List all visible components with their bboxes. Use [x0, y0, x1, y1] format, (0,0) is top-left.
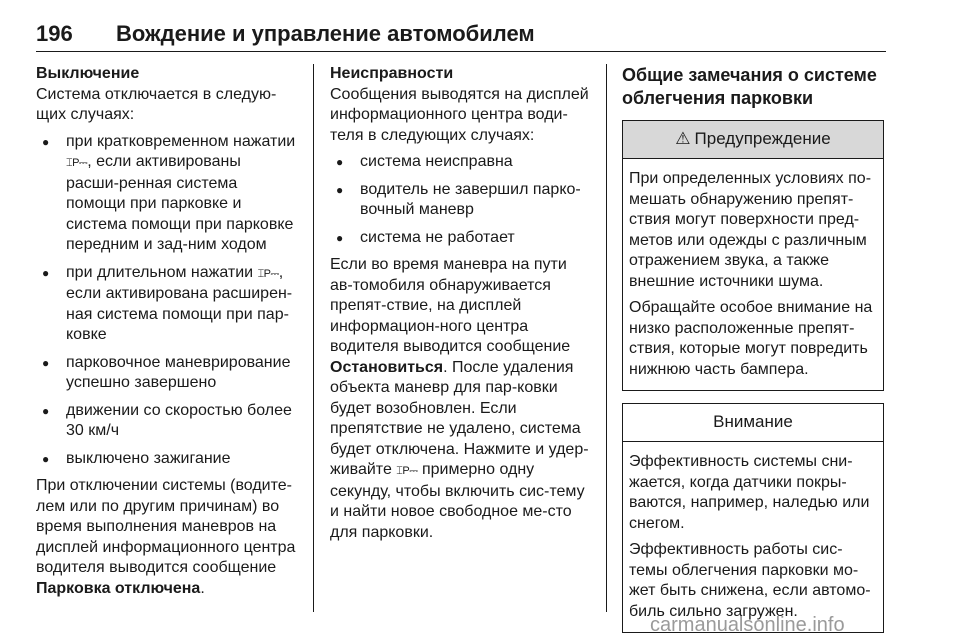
column-divider-2: [606, 64, 607, 612]
park-assist-icon: ⌶P⎓: [396, 465, 418, 477]
park-assist-icon: ⌶P⎓: [257, 267, 279, 280]
list-item: ● движении со скоростью более 30 км/ч: [36, 401, 298, 442]
section-heading-faults: Неисправности: [330, 65, 454, 82]
message-stop: Остановиться: [330, 358, 444, 376]
list-item: ● выключено зажигание: [36, 449, 298, 470]
message-parking-disabled: Парковка отключена: [36, 579, 201, 597]
column-general-notes: [622, 64, 884, 642]
shutdown-paragraph: При отключении системы (водите-лем или по другим причинам) во время выполнения маневров на дисплей информационного центра водителя выводится сообщение Парковка отключена.: [36, 477, 296, 597]
faults-list: [330, 152, 592, 248]
warning-text-2: Обращайте особое внимание на низко расположенные препят-ствия, которые могут повредить нижнюю часть бампера.: [629, 299, 873, 378]
list-item: ● система не работает: [330, 228, 592, 249]
section-heading-shutdown: Выключение: [36, 65, 140, 82]
shutdown-intro: Система отключается в следую-щих случаях:: [36, 85, 277, 123]
page-number: 196: [36, 21, 73, 46]
list-item: ● при кратковременном нажатии ⌶P⎓, если активированы расши-ренная система помощи при парковке и система помощи при парковке передним и зад-ним ходом: [36, 132, 298, 256]
section-heading-general: Общие замечания о системе облегчения парковки: [622, 65, 877, 108]
list-item: ● парковочное маневрирование успешно завершено: [36, 353, 298, 394]
list-item: ● водитель не завершил парко-вочный маневр: [330, 180, 592, 221]
column-faults: [330, 64, 592, 549]
page-header: [36, 14, 886, 52]
faults-paragraph: Если во время маневра на пути ав-томобиля обнаруживается препят-ствие, на дисплей информацион-ного центра водителя выводится сообщение Остановиться. После удаления объекта маневр для пар-ковки будет возобновлен. Если препятствие не удалено, система будет отключена. Нажмите и удер-живайте ⌶P⎓ примерно одну секунду, чтобы включить сис-тему и найти новое свободное ме-сто для парковки.: [330, 256, 589, 541]
chapter-title: Вождение и управление автомобилем: [116, 21, 535, 46]
warning-box: [622, 120, 884, 391]
notice-title-bar: [623, 404, 883, 442]
warning-title: Предупреждение: [694, 129, 831, 149]
notice-box: [622, 403, 884, 633]
shutdown-list: [36, 132, 298, 470]
column-shutdown: [36, 64, 298, 605]
warning-title-bar: [623, 121, 883, 159]
notice-text-1: Эффективность системы сни-жается, когда датчики покры-ваются, например, наледью или снегом.: [629, 453, 870, 532]
notice-title: Внимание: [713, 412, 793, 432]
list-item: ● при длительном нажатии ⌶P⎓, если активирована расширен-ная система помощи при пар-ковке: [36, 263, 298, 346]
column-divider-1: [313, 64, 314, 612]
warning-icon: ⚠: [675, 129, 691, 149]
warning-text-1: При определенных условиях по-мешать обнаружению препят-ствия могут поверхности пред-метов или одежды с различным отражением звука, а также внешние источники шума.: [629, 170, 872, 290]
notice-text-2: Эффективность работы сис-темы облегчения парковки мо-жет быть снижена, если автомо-биль сильно загружен.: [629, 541, 871, 620]
faults-intro: Сообщения выводятся на дисплей информационного центра води-теля в следующих случаях:: [330, 85, 589, 144]
list-item: ● система неисправна: [330, 152, 592, 173]
watermark: carmanualsonline.info: [650, 614, 845, 636]
park-assist-icon: ⌶P⎓: [66, 157, 88, 169]
